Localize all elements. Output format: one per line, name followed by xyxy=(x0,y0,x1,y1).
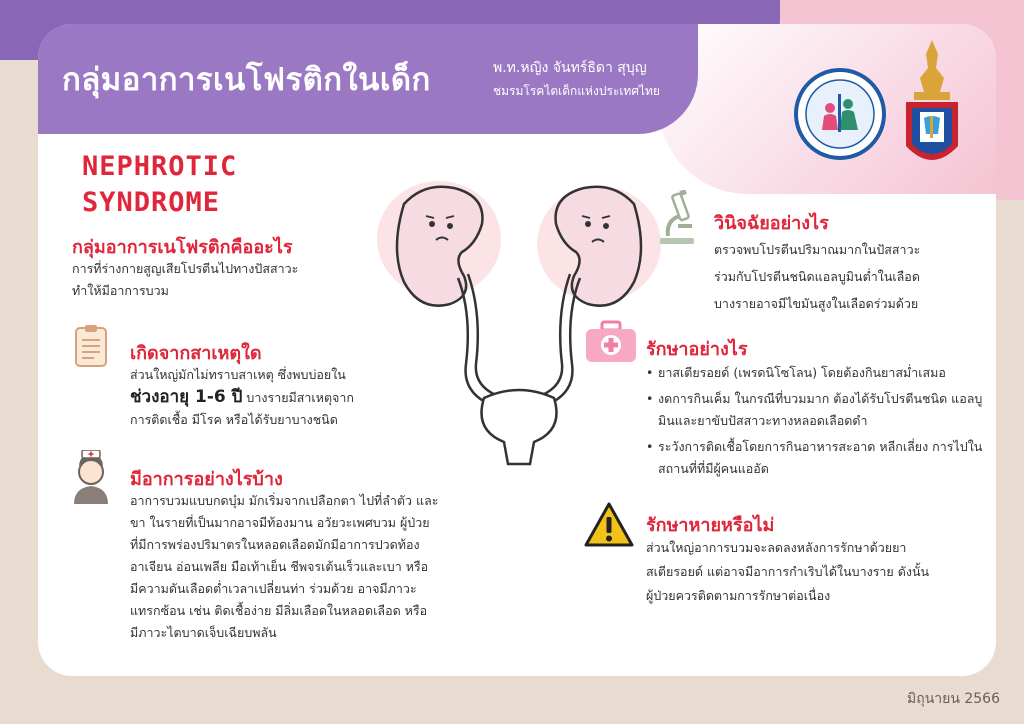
cause-heading: เกิดจากสาเหตุใด xyxy=(130,343,262,364)
treatment-item: • งดการกินเค็ม ในกรณีที่บวมมาก ต้องได้รับโปรตีนชนิด แอลบูมินและยาขับปัสสาวะทางหลอดเลือดดำ xyxy=(646,388,986,432)
what-heading: กลุ่มอาการเนโฟรติกคืออะไร xyxy=(72,237,293,258)
symptoms-line-1: อาการบวมแบบกดบุ๋ม มักเริ่มจากเปลือกตา ไปที่ลำตัว และ xyxy=(130,493,439,508)
symptoms-line-3: ที่มีการพร่องปริมาตรในหลอดเลือดมักมีอาการปวดท้อง xyxy=(130,537,420,552)
symptoms-line-6: แทรกซ้อน เช่น ติดเชื้อง่าย มีลิ่มเลือดในหลอดเลือด หรือ xyxy=(130,603,428,618)
organization-name: ชมรมโรคไตเด็กแห่งประเทศไทย xyxy=(493,84,660,98)
infographic-card xyxy=(38,24,996,676)
cure-text xyxy=(646,536,929,608)
diagnosis-line-1: ตรวจพบโปรตีนปริมาณมากในปัสสาวะ xyxy=(714,242,921,257)
nurse-icon xyxy=(68,450,114,506)
symptoms-text xyxy=(130,490,438,644)
first-aid-kit-icon xyxy=(584,320,638,364)
cause-line1: ส่วนใหญ่มักไม่ทราบสาเหตุ ซึ่งพบบ่อยใน xyxy=(130,367,346,382)
treatment-item: • ระวังการติดเชื้อโดยการกินอาหารสะอาด หลีกเลี่ยง การไปในสถานที่ที่มีผู้คนแออัด xyxy=(646,436,986,480)
symptoms-heading: มีอาการอย่างไรบ้าง xyxy=(130,469,283,490)
publish-date: มิถุนายน 2566 xyxy=(907,691,1000,707)
diagnosis-line-3: บางรายอาจมีไขมันสูงในเลือดร่วมด้วย xyxy=(714,296,919,311)
paediatric-society-logo xyxy=(794,68,886,160)
symptoms-line-5: มีความดันเลือดต่ำเวลาเปลี่ยนท่า ร่วมด้วย อาจมีภาวะ xyxy=(130,581,417,596)
english-title-line1: NEPHROTIC xyxy=(82,151,238,182)
symptoms-line-4: อาเจียน อ่อนเพลีย มือเท้าเย็น ชีพจรเต้นเร็วและเบา หรือ xyxy=(130,559,429,574)
page-title: กลุ่มอาการเนโฟรติกในเด็ก xyxy=(62,62,431,98)
treatment-text xyxy=(646,362,986,484)
treatment-list xyxy=(646,362,986,480)
diagnosis-heading: วินิจฉัยอย่างไร xyxy=(714,213,829,234)
cause-text xyxy=(130,364,354,431)
cure-line-3: ผู้ป่วยควรติดตามการรักษาต่อเนื่อง xyxy=(646,588,831,603)
cause-line2-rest: บางรายมีสาเหตุจาก xyxy=(242,390,354,405)
english-title xyxy=(82,149,237,221)
what-text xyxy=(72,258,298,302)
diagnosis-text xyxy=(714,236,920,317)
treatment-item: • ยาสเตียรอยด์ (เพรดนิโซโลน) โดยต้องกินยาสม่ำเสมอ xyxy=(646,362,986,384)
symptoms-line-7: มีภาวะไตบาดเจ็บเฉียบพลัน xyxy=(130,625,277,640)
microscope-icon xyxy=(656,190,698,246)
treatment-heading: รักษาอย่างไร xyxy=(646,339,748,360)
royal-crest-logo xyxy=(898,38,966,180)
what-line2: ทำให้มีอาการบวม xyxy=(72,283,169,298)
warning-icon xyxy=(584,502,634,548)
cause-line2 xyxy=(130,386,354,409)
clipboard-icon xyxy=(74,324,108,368)
english-title-line2: SYNDROME xyxy=(82,187,221,218)
symptoms-line-2: ขา ในรายที่เป็นมากอาจมีท้องมาน อวัยวะเพศบวม ผู้ป่วย xyxy=(130,515,430,530)
diagnosis-line-2: ร่วมกับโปรตีนชนิดแอลบูมินต่ำในเลือด xyxy=(714,269,920,284)
cure-line-2: สเตียรอยด์ แต่อาจมีอาการกำเริบได้ในบางราย ดังนั้น xyxy=(646,564,930,579)
cure-heading: รักษาหายหรือไม่ xyxy=(646,515,775,536)
author-name: พ.ท.หญิง จันทร์ธิดา สุบุญ xyxy=(493,60,647,76)
age-range-highlight: ช่วงอายุ 1-6 ปี xyxy=(130,387,243,407)
what-line1: การที่ร่างกายสูญเสียโปรตีนไปทางปัสสาวะ xyxy=(72,261,299,276)
cause-line3: การติดเชื้อ มีโรค หรือได้รับยาบางชนิด xyxy=(130,412,338,427)
cure-line-1: ส่วนใหญ่อาการบวมจะลดลงหลังการรักษาด้วยยา xyxy=(646,540,907,555)
